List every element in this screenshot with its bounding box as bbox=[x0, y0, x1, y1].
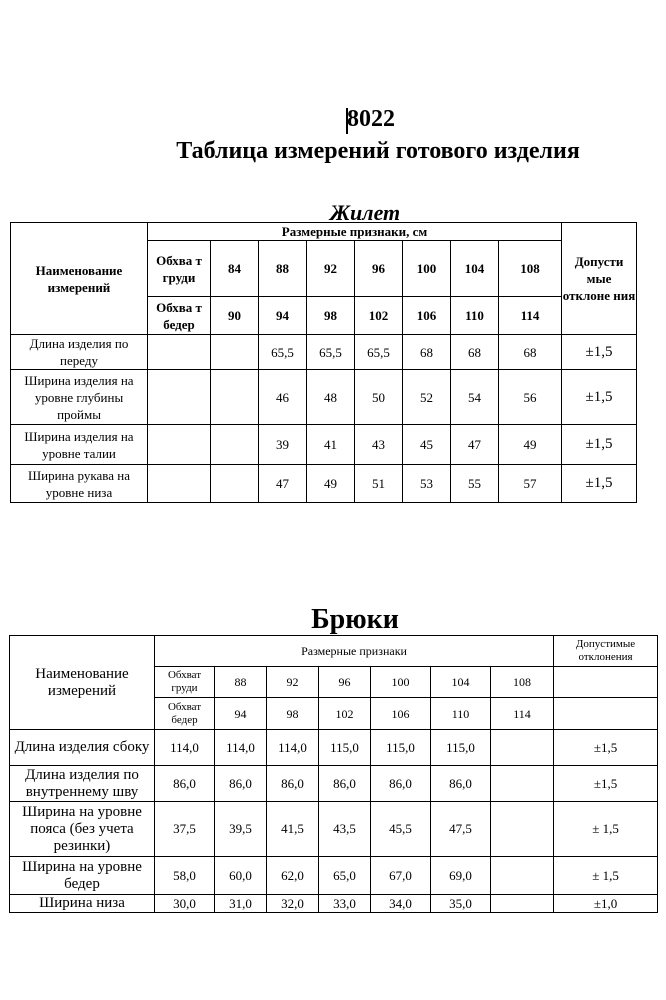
empty-cell bbox=[491, 730, 554, 766]
pants-hip-2: 102 bbox=[319, 698, 371, 730]
vest-chest-1: 88 bbox=[259, 241, 307, 297]
table-row bbox=[10, 802, 658, 857]
table-row bbox=[11, 465, 637, 503]
cell: 41,5 bbox=[267, 802, 319, 857]
vest-hip-3: 102 bbox=[355, 297, 403, 335]
cell: 52 bbox=[403, 370, 451, 425]
cell: 49 bbox=[307, 465, 355, 503]
cell: 67,0 bbox=[371, 857, 431, 895]
vest-header-tolerance: Допусти мые отклоне ния bbox=[562, 223, 637, 335]
vest-section-title: Жилет bbox=[329, 200, 401, 225]
document-title: Таблица измерений готового изделия bbox=[176, 138, 580, 164]
cell: 35,0 bbox=[431, 895, 491, 913]
cell: 115,0 bbox=[431, 730, 491, 766]
cell: 56 bbox=[499, 370, 562, 425]
tolerance-cell: ±1,5 bbox=[562, 425, 637, 465]
row-name: Длина изделия по переду bbox=[11, 335, 148, 370]
tolerance-cell: ±1,5 bbox=[554, 766, 658, 802]
vest-hip-2: 98 bbox=[307, 297, 355, 335]
pants-chest-label: Обхват груди bbox=[155, 667, 215, 698]
tolerance-cell: ±1,5 bbox=[562, 335, 637, 370]
cell: 47,5 bbox=[431, 802, 491, 857]
vest-hip-0: 90 bbox=[211, 297, 259, 335]
tolerance-cell: ± 1,5 bbox=[554, 857, 658, 895]
row-name: Ширина рукава на уровне низа bbox=[11, 465, 148, 503]
cell: 32,0 bbox=[267, 895, 319, 913]
cell: 46 bbox=[259, 370, 307, 425]
cell: 60,0 bbox=[215, 857, 267, 895]
pants-chest-1: 92 bbox=[267, 667, 319, 698]
cell: 65,5 bbox=[259, 335, 307, 370]
cell: 30,0 bbox=[155, 895, 215, 913]
vest-header-signs: Размерные признаки, см bbox=[148, 223, 562, 241]
vest-hip-5: 110 bbox=[451, 297, 499, 335]
vest-chest-2: 92 bbox=[307, 241, 355, 297]
pants-chest-2: 96 bbox=[319, 667, 371, 698]
pants-header-name: Наименование измерений bbox=[10, 636, 155, 730]
cell bbox=[211, 370, 259, 425]
cell: 33,0 bbox=[319, 895, 371, 913]
cell: 47 bbox=[451, 425, 499, 465]
row-name: Ширина изделия на уровне глубины проймы bbox=[11, 370, 148, 425]
vest-hip-6: 114 bbox=[499, 297, 562, 335]
vest-hip-label: Обхва т бедер bbox=[148, 297, 211, 335]
cell: 86,0 bbox=[319, 766, 371, 802]
vest-chest-3: 96 bbox=[355, 241, 403, 297]
pants-chest-4: 104 bbox=[431, 667, 491, 698]
cell bbox=[211, 465, 259, 503]
cell: 86,0 bbox=[371, 766, 431, 802]
cell: 68 bbox=[451, 335, 499, 370]
cell: 39,5 bbox=[215, 802, 267, 857]
cell: 48 bbox=[307, 370, 355, 425]
cell: 86,0 bbox=[431, 766, 491, 802]
cell: 57 bbox=[499, 465, 562, 503]
pants-header-tolerance: Допустимые отклонения bbox=[554, 636, 658, 667]
pants-measurements-table bbox=[9, 635, 658, 913]
cell: 86,0 bbox=[155, 766, 215, 802]
pants-hip-0: 94 bbox=[215, 698, 267, 730]
cell: 115,0 bbox=[371, 730, 431, 766]
table-row bbox=[10, 766, 658, 802]
pants-chest-0: 88 bbox=[215, 667, 267, 698]
row-name: Ширина на уровне пояса (без учета резинки) bbox=[10, 802, 155, 857]
cell: 86,0 bbox=[215, 766, 267, 802]
tolerance-cell: ±1,0 bbox=[554, 895, 658, 913]
cell: 58,0 bbox=[155, 857, 215, 895]
empty-cell bbox=[491, 802, 554, 857]
tolerance-cell: ±1,5 bbox=[554, 730, 658, 766]
vest-chest-0: 84 bbox=[211, 241, 259, 297]
cell bbox=[211, 335, 259, 370]
cell: 37,5 bbox=[155, 802, 215, 857]
table-row bbox=[10, 895, 658, 913]
vest-chest-5: 104 bbox=[451, 241, 499, 297]
cell: 65,5 bbox=[307, 335, 355, 370]
cell: 114,0 bbox=[215, 730, 267, 766]
pants-hip-5: 114 bbox=[491, 698, 554, 730]
table-row bbox=[10, 730, 658, 766]
empty-cell bbox=[491, 766, 554, 802]
cell: 54 bbox=[451, 370, 499, 425]
empty-cell bbox=[491, 895, 554, 913]
cell: 65,0 bbox=[319, 857, 371, 895]
pants-hip-4: 110 bbox=[431, 698, 491, 730]
table-row bbox=[11, 370, 637, 425]
cell: 43,5 bbox=[319, 802, 371, 857]
empty-cell bbox=[491, 857, 554, 895]
vest-chest-6: 108 bbox=[499, 241, 562, 297]
empty-cell bbox=[554, 667, 658, 698]
empty-cell bbox=[554, 698, 658, 730]
row-name: Длина изделия по внутреннему шву bbox=[10, 766, 155, 802]
cell: 68 bbox=[499, 335, 562, 370]
cell bbox=[148, 465, 211, 503]
cell: 55 bbox=[451, 465, 499, 503]
pants-hip-3: 106 bbox=[371, 698, 431, 730]
cell bbox=[148, 370, 211, 425]
cell bbox=[148, 425, 211, 465]
cell: 86,0 bbox=[267, 766, 319, 802]
row-name: Ширина низа bbox=[10, 895, 155, 913]
row-name: Ширина на уровне бедер bbox=[10, 857, 155, 895]
cell: 53 bbox=[403, 465, 451, 503]
cell: 45 bbox=[403, 425, 451, 465]
pants-header-signs: Размерные признаки bbox=[155, 636, 554, 667]
cell: 41 bbox=[307, 425, 355, 465]
cell: 69,0 bbox=[431, 857, 491, 895]
row-name: Длина изделия сбоку bbox=[10, 730, 155, 766]
cell: 62,0 bbox=[267, 857, 319, 895]
cell: 47 bbox=[259, 465, 307, 503]
tolerance-cell: ±1,5 bbox=[562, 370, 637, 425]
cell: 31,0 bbox=[215, 895, 267, 913]
cell: 65,5 bbox=[355, 335, 403, 370]
pants-hip-label: Обхват бедер bbox=[155, 698, 215, 730]
pants-hip-1: 98 bbox=[267, 698, 319, 730]
tolerance-cell: ± 1,5 bbox=[554, 802, 658, 857]
vest-hip-1: 94 bbox=[259, 297, 307, 335]
cell: 114,0 bbox=[155, 730, 215, 766]
vest-header-name: Наименование измерений bbox=[11, 223, 148, 335]
cell: 49 bbox=[499, 425, 562, 465]
cell: 51 bbox=[355, 465, 403, 503]
cell: 68 bbox=[403, 335, 451, 370]
tolerance-cell: ±1,5 bbox=[562, 465, 637, 503]
cell: 50 bbox=[355, 370, 403, 425]
cell: 34,0 bbox=[371, 895, 431, 913]
cell: 39 bbox=[259, 425, 307, 465]
article-code: 8022 bbox=[347, 106, 395, 132]
cell: 45,5 bbox=[371, 802, 431, 857]
cell bbox=[211, 425, 259, 465]
vest-chest-label: Обхва т груди bbox=[148, 241, 211, 297]
pants-section-title: Брюки bbox=[311, 604, 399, 635]
pants-chest-5: 108 bbox=[491, 667, 554, 698]
pants-chest-3: 100 bbox=[371, 667, 431, 698]
row-name: Ширина изделия на уровне талии bbox=[11, 425, 148, 465]
vest-hip-4: 106 bbox=[403, 297, 451, 335]
table-row bbox=[11, 335, 637, 370]
vest-measurements-table bbox=[10, 222, 637, 503]
cell bbox=[148, 335, 211, 370]
table-row bbox=[11, 425, 637, 465]
cell: 43 bbox=[355, 425, 403, 465]
cell: 115,0 bbox=[319, 730, 371, 766]
vest-chest-4: 100 bbox=[403, 241, 451, 297]
table-row bbox=[10, 857, 658, 895]
cell: 114,0 bbox=[267, 730, 319, 766]
